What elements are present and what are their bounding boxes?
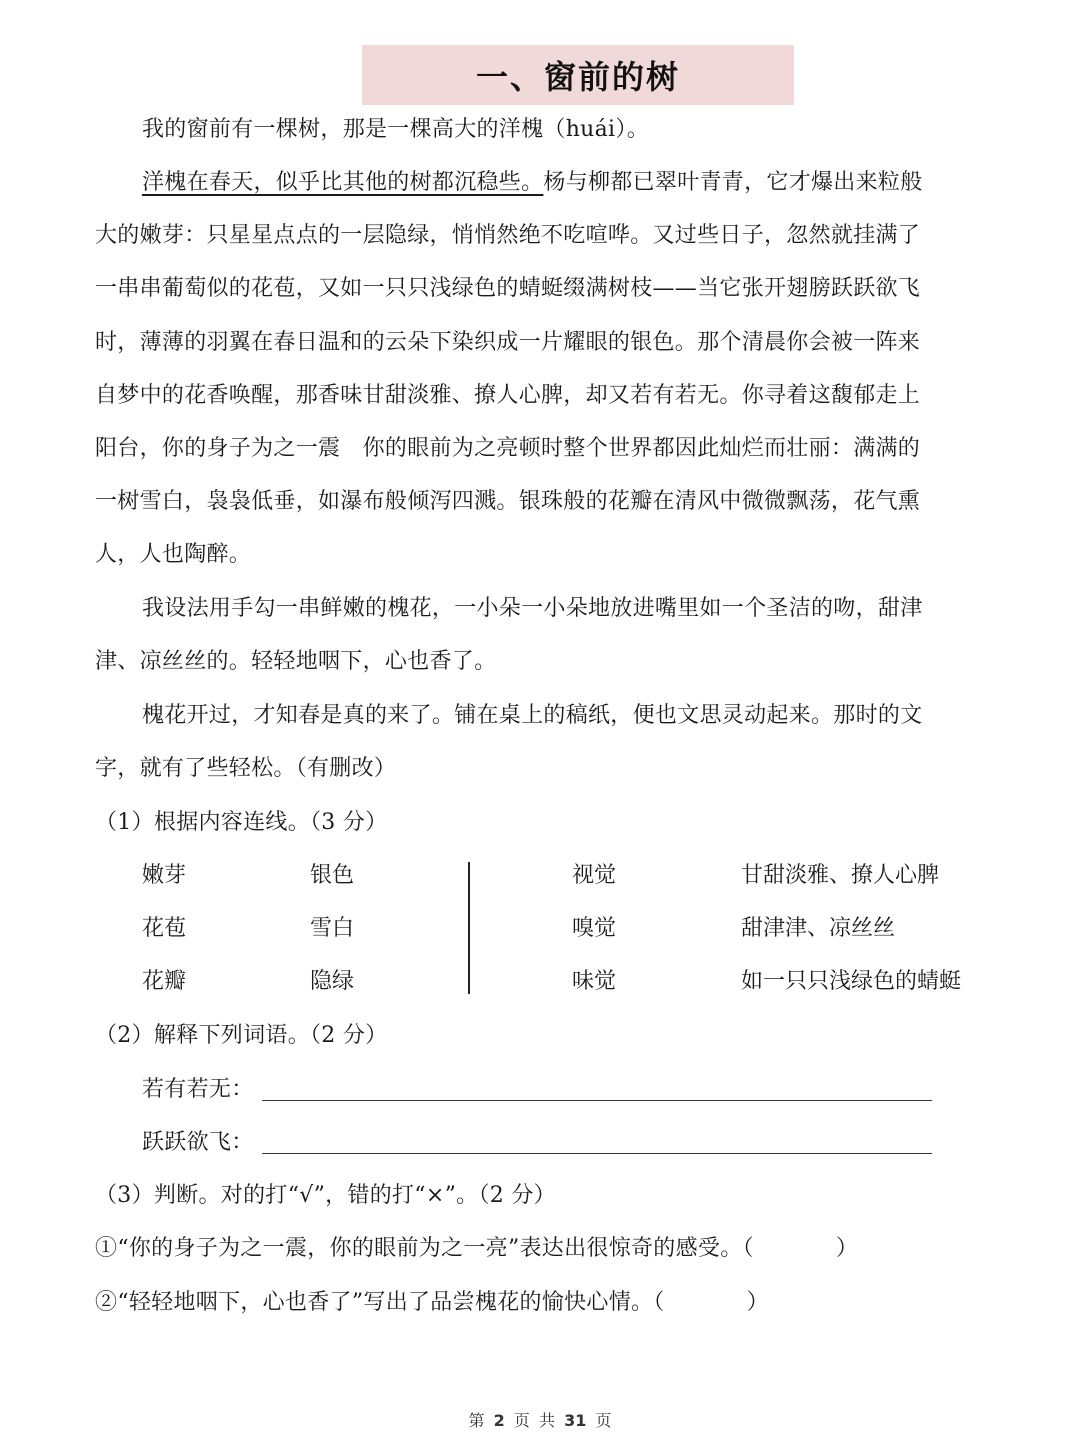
judgment-item-1 bbox=[95, 1234, 985, 1264]
passage-line: 阳台，你的身子为之一震 你的眼前为之亮顿时整个世界都因此灿烂而壮丽：满满的 bbox=[95, 436, 921, 461]
passage-line: 人，人也陶醉。 bbox=[95, 542, 252, 567]
match-item[interactable]: 花苞 bbox=[142, 916, 187, 941]
match-item[interactable]: 嫩芽 bbox=[142, 863, 187, 888]
underlined-sentence: 洋槐在春天，似乎比其他的树都沉稳些。 bbox=[142, 170, 544, 195]
judgment-item-2 bbox=[95, 1288, 985, 1318]
footer-prefix: 第 bbox=[468, 1411, 485, 1430]
match-item[interactable]: 味觉 bbox=[572, 969, 617, 994]
match-item[interactable]: 雪白 bbox=[310, 916, 355, 941]
footer-suffix: 页 bbox=[595, 1411, 612, 1430]
match-item[interactable]: 花瓣 bbox=[142, 969, 187, 994]
passage-paragraph-1: 我的窗前有一棵树，那是一棵高大的洋槐（huái）。 bbox=[142, 117, 649, 142]
passage-line: 自梦中的花香唤醒，那香味甘甜淡雅、撩人心脾，却又若有若无。你寻着这馥郁走上 bbox=[95, 383, 921, 408]
question-1-label: （1）根据内容连线。（3 分） bbox=[95, 810, 388, 835]
title-banner bbox=[362, 45, 794, 105]
term-label: 若有若无： bbox=[142, 1077, 254, 1102]
page-title: 一、窗前的树 bbox=[475, 58, 680, 96]
match-item[interactable]: 隐绿 bbox=[310, 969, 355, 994]
answer-blank[interactable] bbox=[262, 1153, 932, 1154]
question-3-label: （3）判断。对的打“√”，错的打“×”。（2 分） bbox=[95, 1183, 556, 1208]
current-page: 2 bbox=[493, 1411, 505, 1430]
match-item[interactable]: 甜津津、凉丝丝 bbox=[741, 916, 896, 941]
close-paren: ） bbox=[746, 1290, 769, 1315]
term-label: 跃跃欲飞： bbox=[142, 1130, 254, 1155]
total-pages: 31 bbox=[564, 1411, 587, 1430]
match-item[interactable]: 视觉 bbox=[572, 863, 617, 888]
passage-line: 字，就有了些轻松。（有删改） bbox=[95, 756, 397, 781]
statement-text: “你的身子为之一震，你的眼前为之一亮”表达出很惊奇的感受。（ bbox=[117, 1236, 754, 1261]
passage-line: 津、凉丝丝的。轻轻地咽下，心也香了。 bbox=[95, 649, 497, 674]
question-2-label: （2）解释下列词语。（2 分） bbox=[95, 1023, 388, 1048]
passage-line: 大的嫩芽：只星星点点的一层隐绿，悄悄然绝不吃喧哗。又过些日子，忽然就挂满了 bbox=[95, 223, 921, 248]
passage-paragraph-4-line-1: 槐花开过，才知春是真的来了。铺在桌上的稿纸，便也文思灵动起来。那时的文 bbox=[142, 703, 923, 728]
footer-mid: 页 共 bbox=[513, 1411, 555, 1430]
match-item[interactable]: 甘甜淡雅、撩人心脾 bbox=[741, 863, 940, 888]
item-number: ① bbox=[95, 1236, 118, 1261]
passage-line: 一树雪白，袅袅低垂，如瀑布般倾泻四溅。银珠般的花瓣在清风中微微飘荡，花气熏 bbox=[95, 489, 921, 514]
statement-text: “轻轻地咽下，心也香了”写出了品尝槐花的愉快心情。（ bbox=[117, 1290, 665, 1315]
match-item[interactable]: 银色 bbox=[310, 863, 355, 888]
passage-line: 时，薄薄的羽翼在春日温和的云朵下染织成一片耀眼的银色。那个清晨你会被一阵来 bbox=[95, 330, 921, 355]
page-footer bbox=[0, 1408, 1080, 1431]
answer-blank[interactable] bbox=[262, 1100, 932, 1101]
column-divider bbox=[468, 862, 470, 994]
passage-line: 一串串葡萄似的花苞，又如一只只浅绿色的蜻蜓缀满树枝——当它张开翅膀跃跃欲飞 bbox=[95, 276, 921, 301]
item-number: ② bbox=[95, 1290, 118, 1315]
passage-paragraph-2-line-1 bbox=[142, 168, 1032, 198]
match-item[interactable]: 如一只只浅绿色的蜻蜓 bbox=[741, 969, 962, 994]
passage-paragraph-3-line-1: 我设法用手勾一串鲜嫩的槐花，一小朵一小朵地放进嘴里如一个圣洁的吻，甜津 bbox=[142, 596, 923, 621]
match-item[interactable]: 嗅觉 bbox=[572, 916, 617, 941]
passage-text: 杨与柳都已翠叶青青，它才爆出来粒般 bbox=[543, 170, 923, 195]
close-paren: ） bbox=[835, 1236, 859, 1261]
